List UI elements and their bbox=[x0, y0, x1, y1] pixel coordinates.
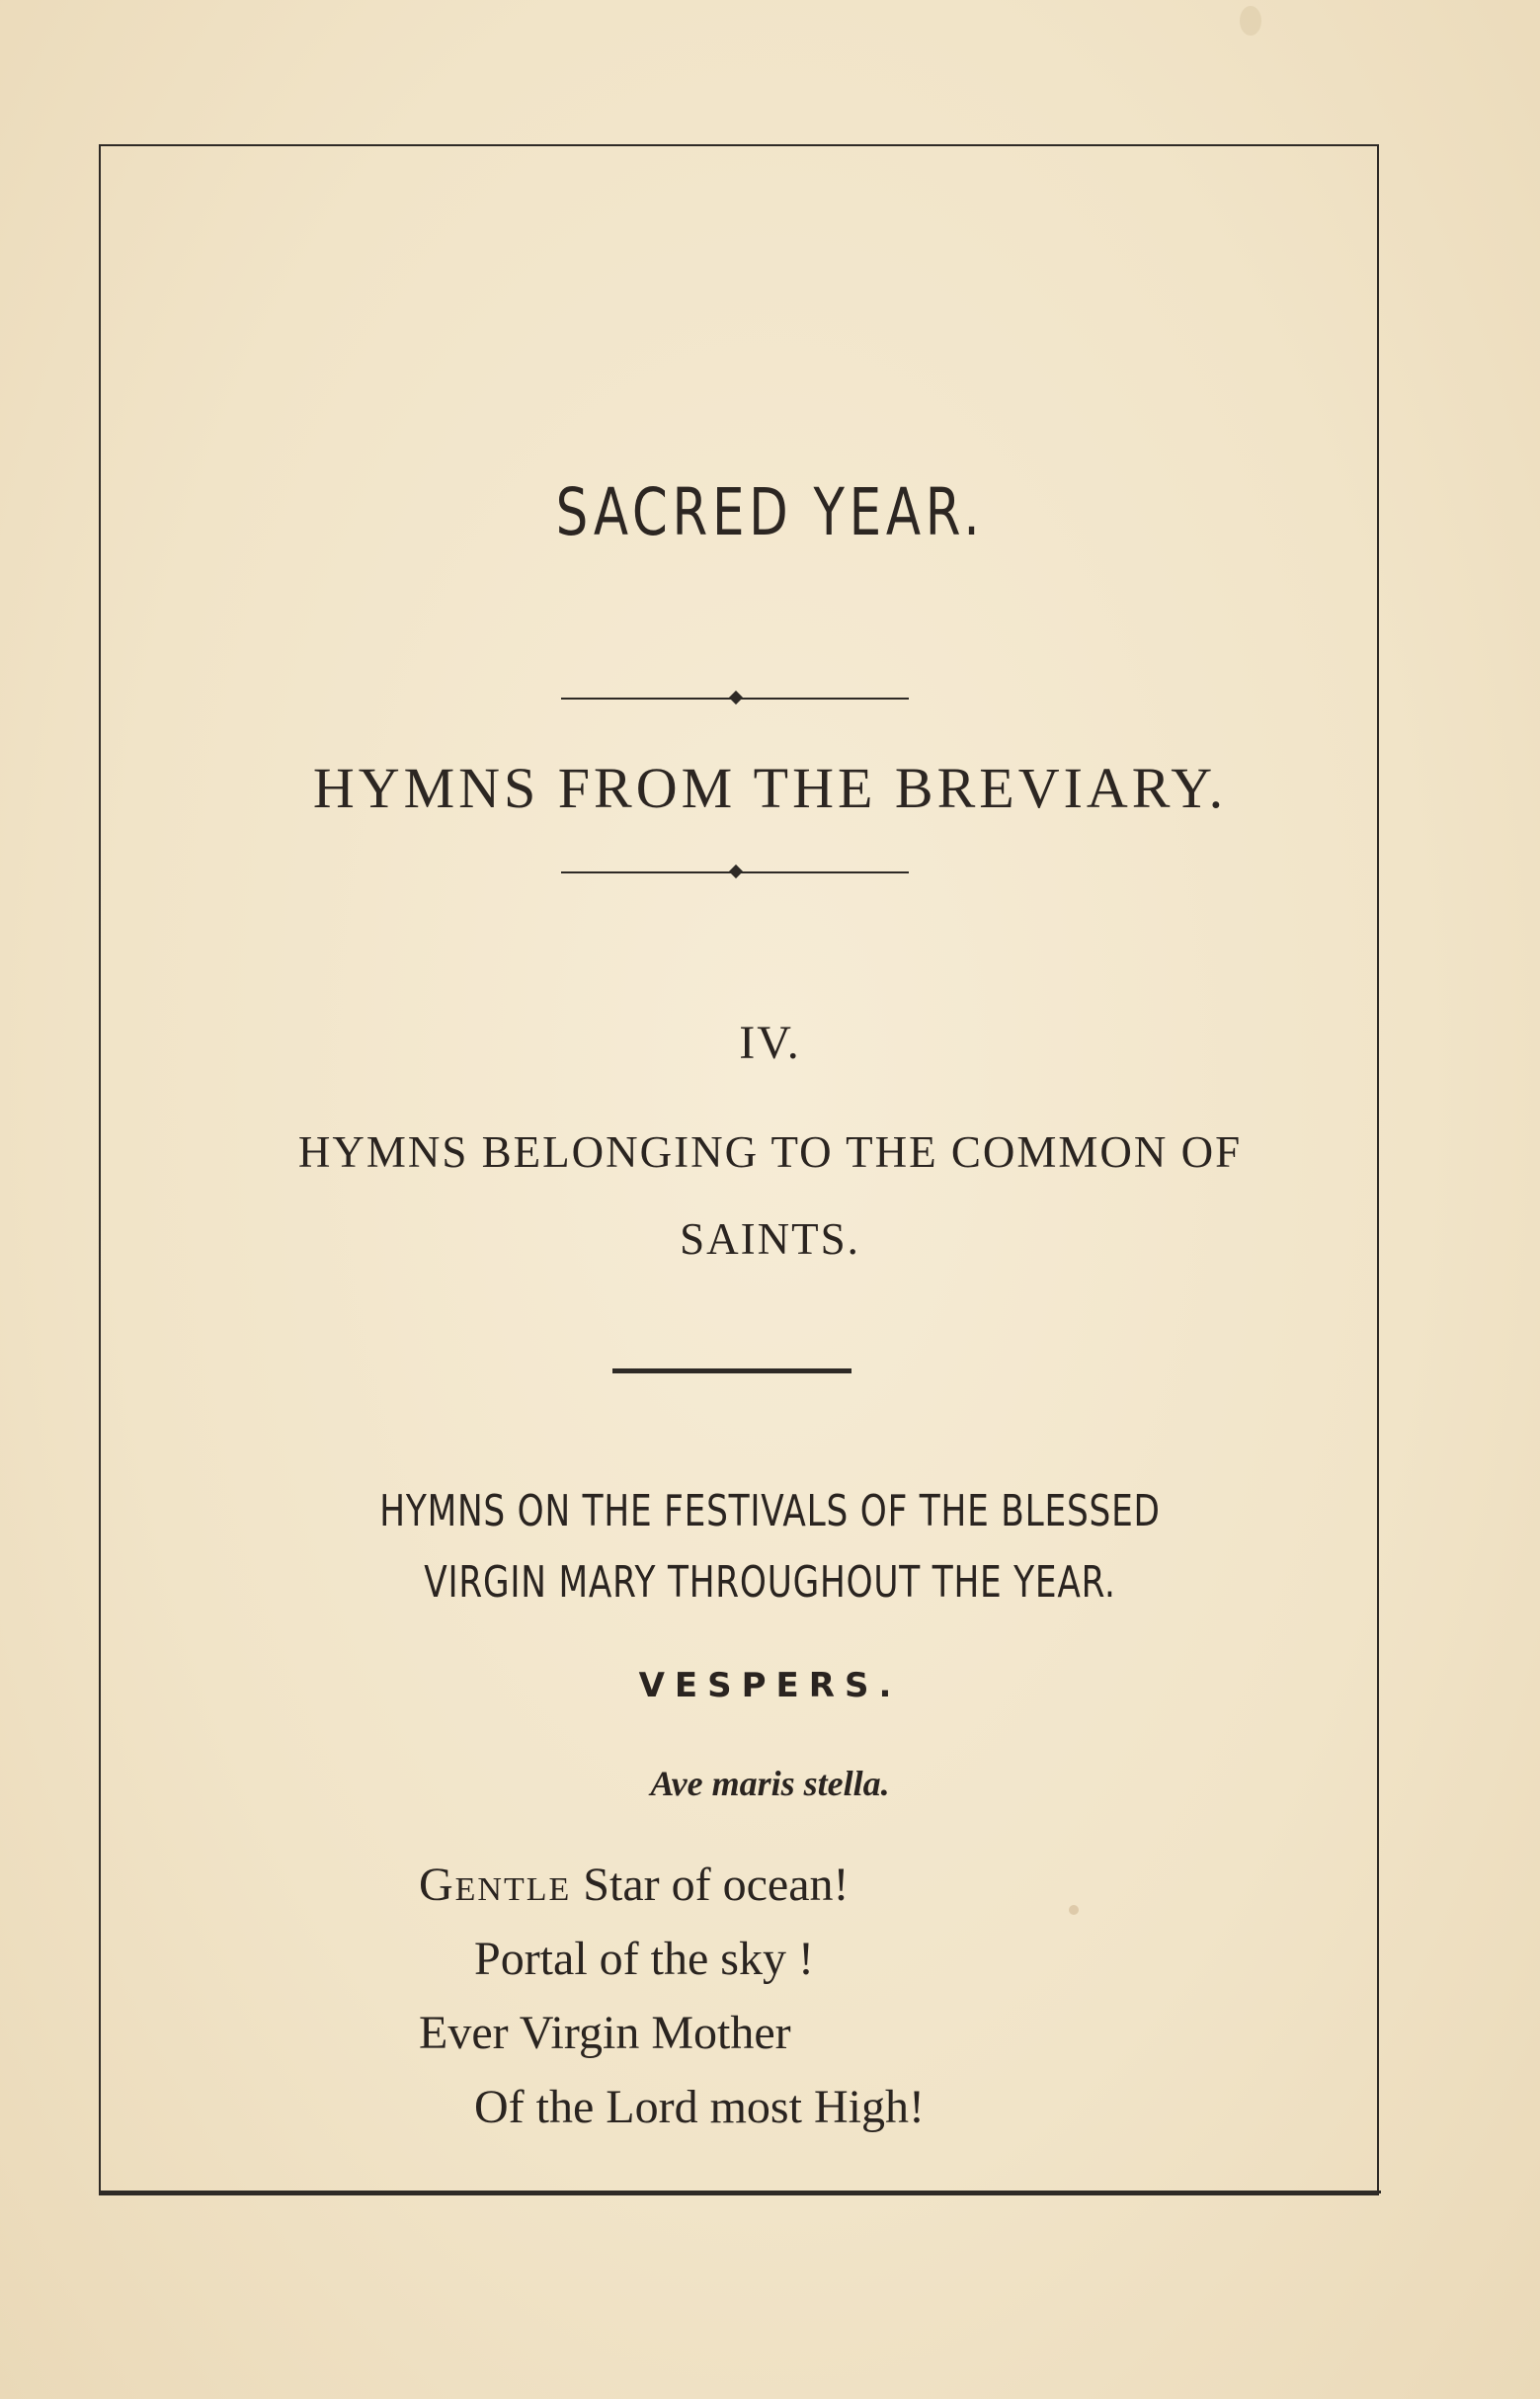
office-heading: VESPERS. bbox=[638, 1666, 902, 1705]
festivals-heading-line-2: VIRGIN MARY THROUGHOUT THE YEAR. bbox=[424, 1557, 1116, 1608]
verse-line-4: Of the Lord most High! bbox=[474, 2081, 925, 2133]
verse-line-1 bbox=[419, 1858, 850, 1912]
page-subtitle: HYMNS FROM THE BREVIARY. bbox=[312, 756, 1228, 820]
verse-line-2: Portal of the sky ! bbox=[474, 1933, 814, 1985]
section-divider-rule bbox=[612, 1368, 851, 1373]
section-title-line-1: HYMNS BELONGING TO THE COMMON OF bbox=[297, 1127, 1243, 1177]
verse-line-1-text: Star of ocean! bbox=[571, 1859, 850, 1911]
page-title: SACRED YEAR. bbox=[555, 474, 985, 550]
section-numeral: IV. bbox=[739, 1017, 801, 1069]
page-border-bottom bbox=[99, 2191, 1381, 2193]
section-title-line-2: SAINTS. bbox=[680, 1214, 860, 1264]
hymn-incipit: Ave maris stella. bbox=[650, 1764, 890, 1803]
verse-line-3: Ever Virgin Mother bbox=[419, 2007, 791, 2059]
paper-stain bbox=[1240, 6, 1261, 36]
verse-initial-word: Gentle bbox=[419, 1859, 572, 1911]
festivals-heading-line-1: HYMNS ON THE FESTIVALS OF THE BLESSED bbox=[379, 1486, 1161, 1536]
